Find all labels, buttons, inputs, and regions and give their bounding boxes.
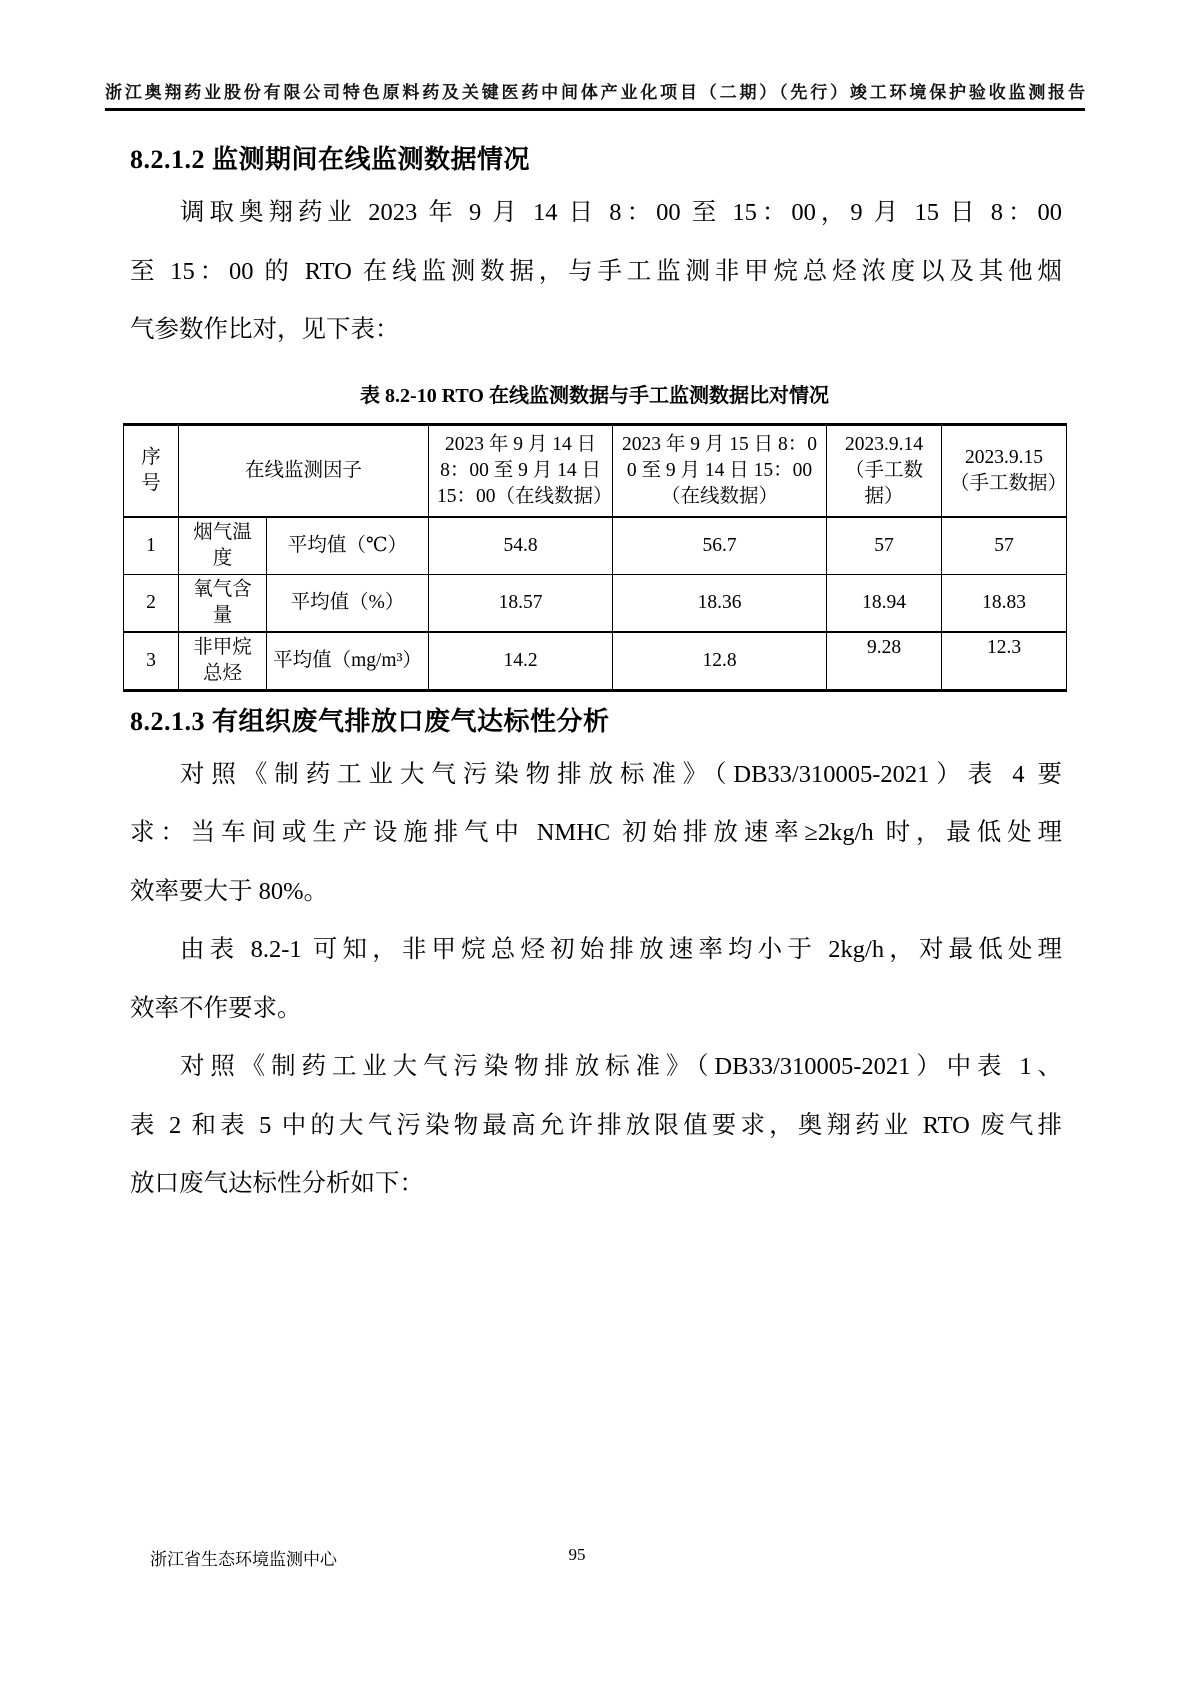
section-heading-8213: 8.2.1.3 有组织废气排放口废气达标性分析 [130,706,610,736]
table-row [124,517,1067,575]
cell-manual-0914: 57 [827,517,942,575]
cell-stat: 平均值（mg/m³） [267,632,429,691]
cell-factor: 氧气含量 [179,574,267,632]
table-row [124,574,1067,632]
cell-online-0915: 12.8 [613,632,827,691]
cell-manual-0915: 18.83 [942,574,1067,632]
paragraph-line: 由表 8.2-1 可知，非甲烷总烃初始排放速率均小于 2kg/h，对最低处理 [180,936,1062,963]
cell-manual-0914: 9.28 [827,632,942,691]
paragraph-standard-table4 [130,746,1062,922]
section-heading-8212: 8.2.1.2 监测期间在线监测数据情况 [130,145,531,174]
paragraph-line: 气参数作比对，见下表： [130,316,400,343]
cell-online-0914: 18.57 [429,574,613,632]
cell-online-0915: 56.7 [613,517,827,575]
cell-online-0914: 54.8 [429,517,613,575]
paragraph-online-data [130,184,1062,360]
paragraph-line: 对照《制药工业大气污染物排放标准》（DB33/310005-2021）中表 1、 [180,1053,1062,1080]
cell-online-0915: 18.36 [613,574,827,632]
table-header-row [124,424,1067,517]
table-8-2-10 [123,423,1067,692]
table-row [124,632,1067,691]
header-cell-index: 序号 [124,424,179,517]
report-title: 浙江奥翔药业股份有限公司特色原料药及关键医药中间体产业化项目（二期）（先行）竣工环境保护验收监测报告 [105,83,1085,102]
header-cell-factor: 在线监测因子 [179,424,429,517]
cell-manual-0914: 18.94 [827,574,942,632]
paragraph-line: 表 2 和表 5 中的大气污染物最高允许排放限值要求，奥翔药业 RTO 废气排 [130,1111,1062,1139]
cell-stat: 平均值（%） [267,574,429,632]
paragraph-line: 效率要大于 80%。 [130,877,329,905]
header-cell-online-0915: 2023 年 9 月 15 日 8：00 至 9 月 14 日 15：00（在线数据） [613,424,827,517]
cell-index: 1 [124,517,179,575]
page-content [130,144,1068,1214]
paragraph-line: 放口废气达标性分析如下： [130,1170,424,1197]
cell-manual-0915: 12.3 [942,632,1067,691]
cell-index: 3 [124,632,179,691]
paragraph-limit-analysis [130,1038,1062,1214]
cell-manual-0915: 57 [942,517,1067,575]
cell-factor: 烟气温度 [179,517,267,575]
header-divider [105,108,1085,111]
header-cell-manual-0914: 2023.9.14（手工数据） [827,424,942,517]
paragraph-line: 求：当车间或生产设施排气中 NMHC 初始排放速率≥2kg/h 时，最低处理 [130,819,1062,846]
table-caption: 表 8.2-10 RTO 在线监测数据与手工监测数据比对情况 [360,384,829,407]
cell-factor: 非甲烷总烃 [179,632,267,691]
paragraph-line: 调取奥翔药业 2023 年 9 月 14 日 8：00 至 15：00，9 月 15 日 8：00 [180,199,1062,226]
paragraph-table-8-2-1 [130,921,1062,1038]
paragraph-line: 效率不作要求。 [130,994,302,1022]
paragraph-line: 对照《制药工业大气污染物排放标准》（DB33/310005-2021）表 4 要 [180,760,1062,788]
cell-online-0914: 14.2 [429,632,613,691]
page-footer [0,1545,1190,1569]
paragraph-line: 至 15：00 的 RTO 在线监测数据，与手工监测非甲烷总烃浓度以及其他烟 [130,257,1062,285]
cell-stat: 平均值（℃） [267,517,429,575]
page-header [105,82,1085,111]
header-cell-online-0914: 2023 年 9 月 14 日 8：00 至 9 月 14 日 15：00（在线数据） [429,424,613,517]
footer-organization: 浙江省生态环境监测中心 [150,1550,337,1569]
footer-page-number: 95 [568,1545,586,1564]
header-cell-manual-0915: 2023.9.15（手工数据） [942,424,1067,517]
cell-index: 2 [124,574,179,632]
